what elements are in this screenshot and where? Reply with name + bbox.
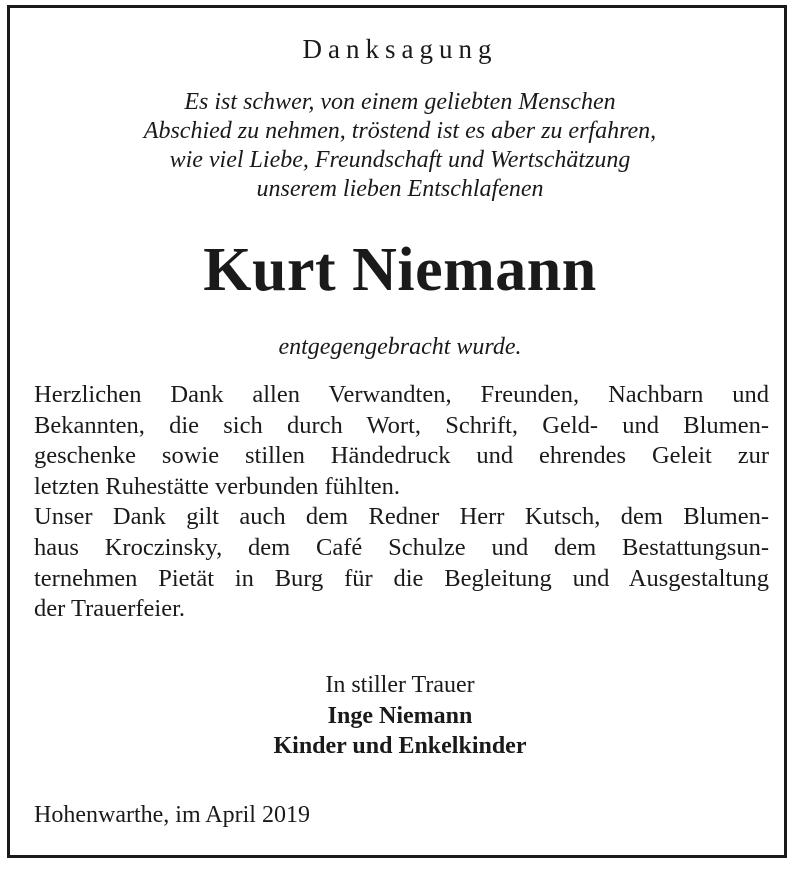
notice-heading: Danksagung: [302, 34, 498, 64]
signature-block: [0, 670, 800, 762]
body-line: ternehmen Pietät in Burg für die Begleitung und Ausgestaltung: [34, 564, 769, 592]
mourner-name: Inge Niemann: [327, 702, 473, 729]
mourner-name: Kinder und Enkelkinder: [273, 733, 527, 759]
deceased-name: Kurt Niemann: [203, 236, 597, 304]
body-line: Unser Dank gilt auch dem Redner Herr Kutsch, dem Blumen-: [34, 503, 769, 531]
body-line: der Trauerfeier.: [34, 595, 186, 623]
intro-text: [0, 88, 800, 204]
body-line: haus Kroczinsky, dem Café Schulze und dem Bestattungsun-: [34, 533, 769, 561]
intro-line: wie viel Liebe, Freundschaft und Wertschätzung: [169, 147, 631, 173]
body-line: Herzlichen Dank allen Verwandten, Freunden, Nachbarn und: [34, 381, 769, 408]
after-name-text: entgegengebracht wurde.: [278, 334, 522, 360]
thanks-paragraph: [34, 380, 769, 625]
mourning-label: In stiller Trauer: [325, 672, 475, 698]
intro-line: unserem lieben Entschlafenen: [256, 176, 544, 202]
body-line: geschenke sowie stillen Händedruck und ehrendes Geleit zur: [34, 442, 769, 470]
place-date: Hohenwarthe, im April 2019: [34, 802, 310, 828]
intro-line: Es ist schwer, von einem geliebten Menschen: [184, 89, 616, 115]
intro-line: Abschied zu nehmen, tröstend ist es aber zu erfahren,: [143, 118, 657, 144]
body-line: Bekannten, die sich durch Wort, Schrift, Geld- und Blumen-: [34, 411, 769, 439]
body-line: letzten Ruhestätte verbunden fühlten.: [34, 472, 401, 500]
